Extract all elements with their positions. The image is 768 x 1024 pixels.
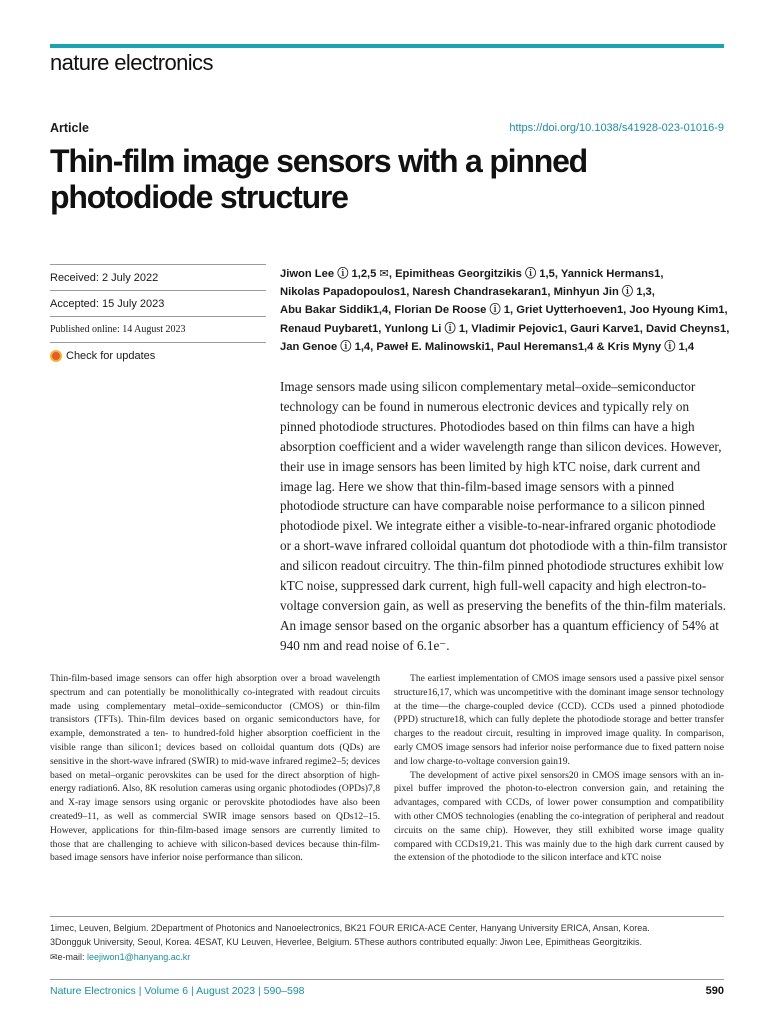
check-updates-icon: [50, 350, 62, 362]
publication-history: [50, 264, 266, 368]
affiliation-line: 3Dongguk University, Seoul, Korea. 4ESAT, KU Leuven, Heverlee, Belgium. 5These authors contributed equally: Jiwon Lee, Epimitheas Georgitzikis.: [50, 937, 642, 948]
published-date: Published online: 14 August 2023: [50, 316, 266, 342]
email-line: [50, 950, 730, 964]
footer-divider: [50, 979, 724, 980]
email-link[interactable]: leejiwon1@hanyang.ac.kr: [87, 951, 191, 962]
author-line: Nikolas Papadopoulos1, Naresh Chandrasekaran1, Minhyun Jin ⓘ 1,3,: [280, 286, 655, 299]
author-line: Renaud Puybaret1, Yunlong Li ⓘ 1, Vladimir Pejovic1, Gauri Karve1, David Cheyns1,: [280, 322, 730, 335]
received-date: Received: 2 July 2022: [50, 264, 266, 290]
check-updates-label: Check for updates: [66, 349, 156, 362]
body-column-left: [50, 672, 380, 865]
check-for-updates-button[interactable]: [50, 342, 266, 368]
body-paragraph: The development of active pixel sensors20 in CMOS image sensors with an in-pixel buffer improved the photon-to-electron conversion gain, and retaining the advantages, compared with CCDs, of lower power consumption and compatibility with other CMOS technologies (enabling the co-integration of peripheral and readout circuits on the same chip). However, they still exhibited worse image quality compared with CCDs19,21. This was mainly due to the high dark current caused by the extension of the photodiode to the silicon interface and kTC noise: [394, 769, 724, 864]
email-label: ✉e-mail:: [50, 951, 88, 962]
author-line: Jiwon Lee ⓘ 1,2,5 ✉, Epimitheas Georgitzikis ⓘ 1,5, Yannick Hermans1,: [280, 268, 664, 280]
abstract: Image sensors made using silicon complementary metal–oxide–semiconductor technology can be found in numerous electronic devices and typically rely on pinned photodiode structures. Photodiodes based on thin films can have a high absorption coefficient and a wider wavelength range than silicon devices. However, their use in image sensors has been limited by high kTC noise, dark current and image lag. Here we show that thin-film-based image sensors with a pinned photodiode structure can have comparable noise performance to a silicon pinned photodiode pixel. We integrate either a visible-to-near-infrared organic photodiode or a short-wave infrared colloidal quantum dot photodiode with a thin-film transistor and silicon readout circuitry. The thin-film pinned photodiode structures exhibit low kTC noise, suppressed dark current, high full-well capacity and high electron-to-voltage conversion gain, as well as preserving the benefits of the thin-film materials. An image sensor based on the organic absorber has a quantum efficiency of 54% at 940 nm and read noise of 6.1e⁻.: [280, 379, 728, 653]
author-line: Abu Bakar Siddik1,4, Florian De Roose ⓘ 1, Griet Uytterhoeven1, Joo Hyoung Kim1,: [280, 304, 728, 317]
doi-link[interactable]: https://doi.org/10.1038/s41928-023-01016-9: [509, 122, 724, 134]
header-accent-bar: [50, 44, 724, 48]
body-column-right: [394, 672, 724, 865]
body-paragraph: Thin-film-based image sensors can offer high absorption over a broad wavelength spectrum and can potentially be monolithically co-integrated with readout circuits made using complementary metal–oxide–semiconductor (CMOS) or thin-film transistors (TFTs). Thin-film devices based on organic semiconductors have, for example, demonstrated a ten- to hundred-fold higher absorption coefficient in the visible range than silicon1; devices based on colloidal quantum dots (QDs) are sensitive in the short-wave infrared (SWIR) to mid-wave infrared regime2–5; devices based on metal–organic perovskites can be used for the direct absorption of high-energy radiation6. Also, 8K resolution cameras using organic photodiodes (OPDs)7,8 and X-ray image sensors using organic or perovskite photodiodes have also been created9–11, as well as commercial SWIR image sensors based on QDs12–15. However, applications for thin-film-based image sensors are currently limited to those that are challenging to achieve with silicon-based devices because thin-film-based image sensors have inferior noise performance than silicon.: [50, 673, 380, 864]
footnote-divider: [50, 916, 724, 917]
journal-citation[interactable]: Nature Electronics | Volume 6 | August 2023 | 590–598: [50, 985, 305, 997]
article-type-label: Article: [50, 121, 89, 135]
author-line: Jan Genoe ⓘ 1,4, Paweł E. Malinowski1, Paul Heremans1,4 & Kris Myny ⓘ 1,4: [280, 340, 695, 353]
affiliations: [50, 921, 730, 964]
journal-name: nature electronics: [50, 50, 213, 75]
article-title: Thin-film image sensors with a pinned photodiode structure: [50, 143, 588, 215]
accepted-date: Accepted: 15 July 2023: [50, 290, 266, 316]
author-list: [280, 265, 730, 356]
page-number: 590: [705, 985, 724, 997]
body-paragraph: The earliest implementation of CMOS image sensors used a passive pixel sensor structure16,17, which was uncompetitive with the dominant image sensor technology at the time—the charge-coupled device (CCD). CCDs used a pinned photodiode (PPD) structure18, which can fully deplete the photodiode storage and better transfer charges to the readout circuit, resulting in improved image quality. In comparison, early CMOS image sensors had inferior noise performance due to fixed pattern noise and low charge-to-voltage conversion gain19.: [394, 673, 724, 767]
affiliation-line: 1imec, Leuven, Belgium. 2Department of Photonics and Nanoelectronics, BK21 FOUR ERICA-ACE Center, Hanyang University ERICA, Ansan, Korea.: [50, 923, 650, 933]
